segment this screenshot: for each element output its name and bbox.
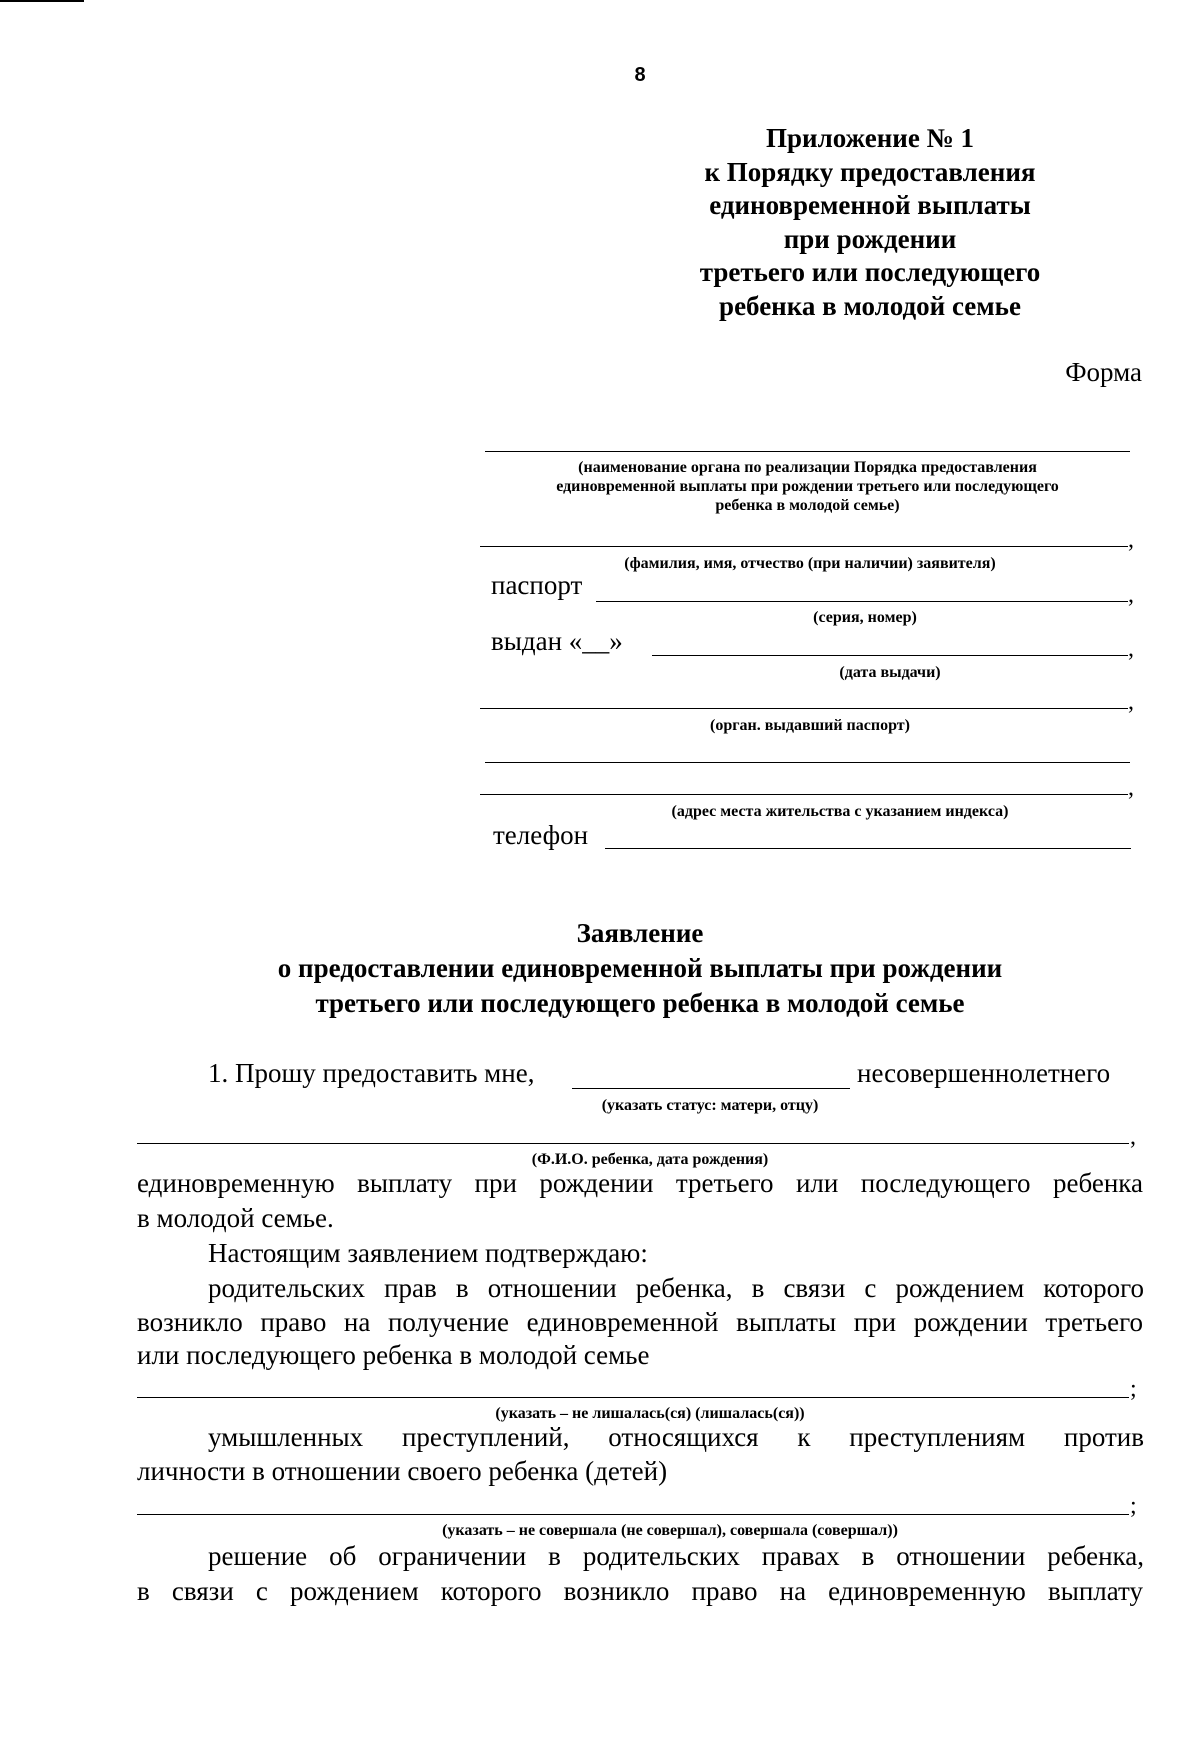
status-caption: (указать статус: матери, отцу) (601, 1097, 819, 1114)
address-caption: (адрес места жительства с указанием индекса) (671, 803, 1009, 820)
caption-line: (наименование органа по реализации Порядка предоставления (578, 459, 1037, 476)
org-name-caption (485, 458, 1130, 515)
body-text-line: решение об ограничении в родительских правах в отношении ребенка, (208, 1541, 1144, 1571)
rights-caption: (указать – не лишалась(ся) (лишалась(ся)) (495, 1405, 805, 1422)
appendix-line: к Порядку предоставления (704, 156, 1036, 187)
application-title: Заявление (576, 918, 704, 948)
rights-status-line[interactable] (137, 1397, 1129, 1398)
semicolon: ; (1130, 1376, 1137, 1402)
appendix-line: Приложение № 1 (766, 123, 974, 153)
issue-date-caption: (дата выдачи) (839, 664, 941, 681)
appendix-line: третьего или последующего (699, 257, 1041, 287)
passport-number-line[interactable] (596, 601, 1128, 602)
application-subtitle-line: третьего или последующего ребенка в молодой семье (315, 988, 965, 1018)
body-text-line: личности в отношении своего ребенка (детей) (137, 1456, 668, 1486)
comma: , (1130, 1124, 1136, 1150)
body-text-line: родительских прав в отношении ребенка, в связи с рождением которого (208, 1273, 1144, 1303)
phone-label: телефон (493, 820, 589, 850)
body-text-line: в молодой семье. (137, 1203, 334, 1233)
passport-label: паспорт (491, 570, 583, 600)
org-name-line[interactable] (485, 451, 1130, 452)
caption-line: единовременной выплаты при рождении третьего или последующего (556, 478, 1059, 495)
child-caption: (Ф.И.О. ребенка, дата рождения) (531, 1151, 769, 1168)
comma: , (1128, 775, 1134, 801)
address-line-2[interactable] (480, 794, 1128, 795)
issued-label: выдан «__» (491, 626, 623, 656)
child-info-line[interactable] (137, 1143, 1129, 1144)
address-line-1[interactable] (485, 762, 1130, 763)
semicolon: ; (1130, 1493, 1137, 1519)
caption-line: ребенка в молодой семье) (715, 497, 900, 514)
issuer-caption: (орган. выдавший паспорт) (710, 717, 910, 734)
passport-caption: (серия, номер) (813, 609, 917, 626)
body-text-line: в связи с рождением которого возникло право на единовременную выплату (137, 1576, 1143, 1606)
form-label: Форма (1065, 357, 1142, 387)
appendix-line: ребенка в молодой семье (719, 290, 1021, 321)
comma: , (1128, 636, 1134, 662)
appendix-line: при рождении (783, 223, 957, 254)
application-subtitle-line: о предоставлении единовременной выплаты при рождении (277, 953, 1003, 983)
passport-issuer-line[interactable] (480, 708, 1128, 709)
appendix-line: единовременной выплаты (709, 190, 1031, 220)
status-line[interactable] (572, 1088, 850, 1089)
request-text-end: несовершеннолетнего (857, 1058, 1111, 1088)
applicant-caption: (фамилия, имя, отчество (при наличии) заявителя) (624, 555, 996, 572)
body-text-line: Настоящим заявлением подтверждаю: (208, 1238, 648, 1268)
applicant-name-line[interactable] (480, 546, 1128, 547)
crimes-caption: (указать – не совершала (не совершал), совершала (совершал)) (442, 1522, 898, 1539)
body-text-line: единовременную выплату при рождении третьего или последующего ребенка (137, 1168, 1143, 1198)
issue-date-line[interactable] (652, 655, 1128, 656)
comma: , (1128, 582, 1134, 608)
request-text-start: 1. Прошу предоставить мне, (208, 1058, 535, 1088)
page-number: 8 (634, 64, 646, 86)
phone-line[interactable] (605, 848, 1131, 849)
scan-edge-mark (0, 0, 84, 2)
body-text-line: или последующего ребенка в молодой семье (137, 1340, 650, 1370)
crimes-status-line[interactable] (137, 1514, 1129, 1515)
body-text-line: умышленных преступлений, относящихся к преступлениям против (208, 1422, 1144, 1452)
comma: , (1128, 527, 1134, 553)
body-text-line: возникло право на получение единовременной выплаты при рождении третьего (137, 1307, 1143, 1337)
comma: , (1128, 689, 1134, 715)
appendix-heading (620, 122, 1120, 323)
